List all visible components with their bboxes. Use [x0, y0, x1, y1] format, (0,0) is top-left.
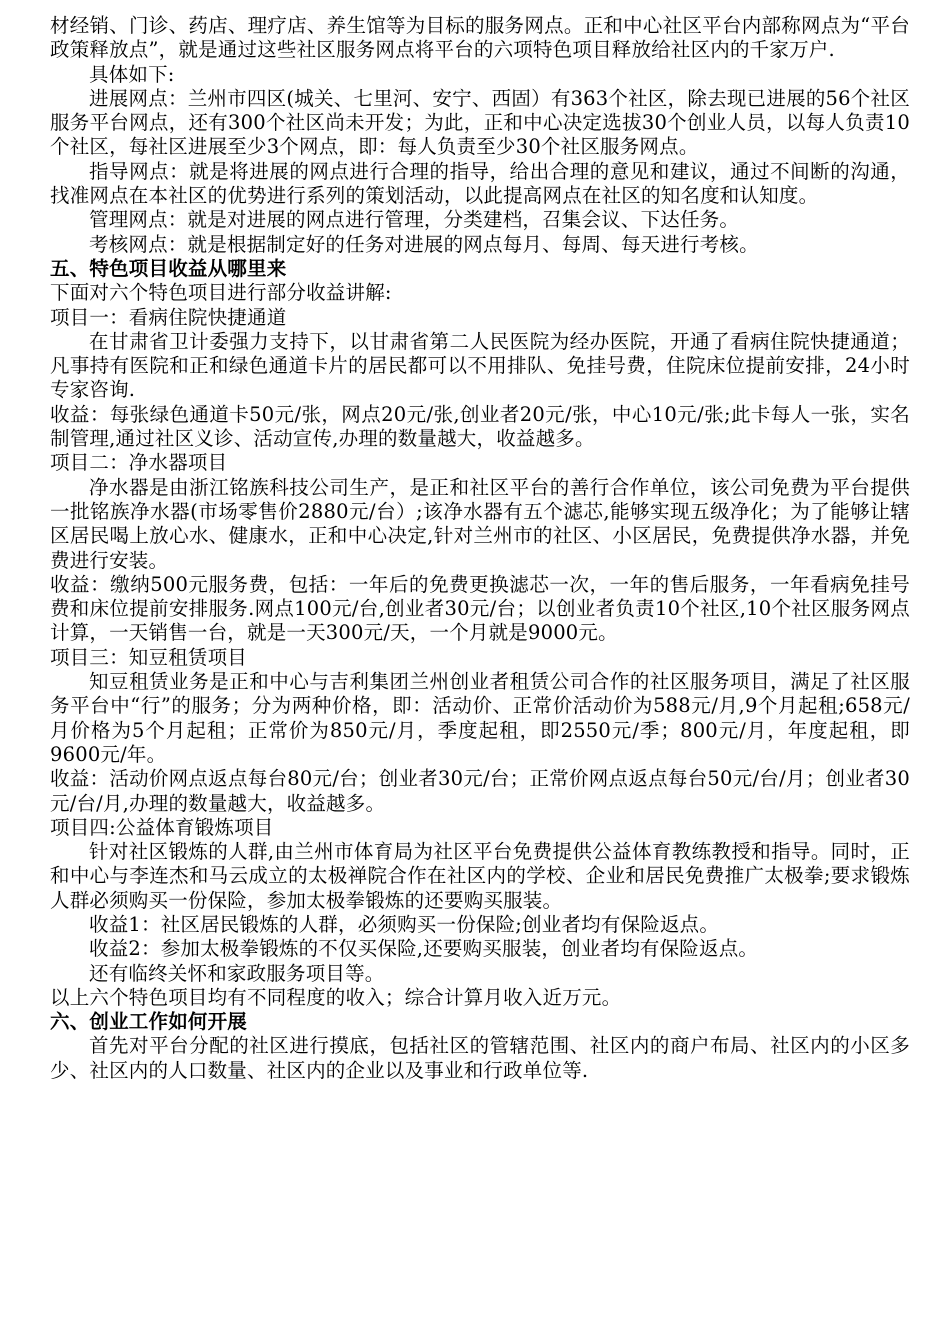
- body-paragraph: 以上六个特色项目均有不同程度的收入；综合计算月收入近万元。: [50, 985, 622, 1009]
- body-paragraph: 指导网点：就是将进展的网点进行合理的指导，给出合理的意见和建议，通过不间断的沟通，找准网点在本社区的优势进行系列的策划活动，以此提高网点在社区的知名度和认知度。: [50, 159, 910, 208]
- body-paragraph: 净水器是由浙江铭族科技公司生产，是正和社区平台的善行合作单位，该公司免费为平台提供一批铭族净水器(市场零售价2880元/台）;该净水器有五个滤芯,能够实现五级净化；为了能够让辖区居民喝上放心水、健康水，正和中心决定,针对兰州市的社区、小区居民，免费提供净水器，并免费进行安装。: [50, 475, 910, 572]
- body-paragraph: 收益：每张绿色通道卡50元/张，网点20元/张,创业者20元/张，中心10元/张;此卡每人一张，实名制管理,通过社区义诊、活动宣传,办理的数量越大，收益越多。: [50, 402, 910, 451]
- body-paragraph: 项目三：知豆租赁项目: [50, 645, 248, 669]
- body-paragraph: 收益：缴纳500元服务费，包括：一年后的免费更换滤芯一次，一年的售后服务，一年看病免挂号费和床位提前安排服务.网点100元/台,创业者30元/台；以创业者负责10个社区,10个社区服务网点计算，一天销售一台，就是一天300元/天，一个月就是9000元。: [50, 572, 910, 645]
- body-paragraph: 收益2：参加太极拳锻炼的不仅买保险,还要购买服装，创业者均有保险返点。: [89, 937, 759, 961]
- body-paragraph: 在甘肃省卫计委强力支持下，以甘肃省第二人民医院为经办医院，开通了看病住院快捷通道；凡事持有医院和正和绿色通道卡片的居民都可以不用排队、免挂号费，住院床位提前安排，24小时专家咨询.: [50, 329, 910, 402]
- body-paragraph: 还有临终关怀和家政服务项目等。: [89, 961, 385, 985]
- section-heading: 六、创业工作如何开展: [50, 1010, 248, 1034]
- body-paragraph: 项目四:公益体育锻炼项目: [50, 815, 274, 839]
- body-paragraph: 进展网点：兰州市四区(城关、七里河、安宁、西固）有363个社区，除去现已进展的56个社区服务平台网点，还有300个社区尚未开发；为此，正和中心决定选拔30个创业人员，以每人负责10个社区，每社区进展至少3个网点，即：每人负责至少30个社区服务网点。: [50, 86, 910, 159]
- body-paragraph: 收益：活动价网点返点每台80元/台；创业者30元/台；正常价网点返点每台50元/台/月；创业者30元/台/月,办理的数量越大，收益越多。: [50, 767, 910, 815]
- body-paragraph: 考核网点：就是根据制定好的任务对进展的网点每月、每周、每天进行考核。: [89, 232, 759, 256]
- body-paragraph: 首先对平台分配的社区进行摸底，包括社区的管辖范围、社区内的商户布局、社区内的小区多少、社区内的人口数量、社区内的企业以及事业和行政单位等.: [50, 1034, 910, 1082]
- body-paragraph: 具体如下:: [89, 62, 175, 86]
- body-paragraph: 项目二：净水器项目: [50, 451, 228, 475]
- body-paragraph: 收益1：社区居民锻炼的人群，必须购买一份保险;创业者均有保险返点。: [89, 912, 720, 936]
- body-paragraph: 针对社区锻炼的人群,由兰州市体育局为社区平台免费提供公益体育教练教授和指导。同时，正和中心与李连杰和马云成立的太极禅院合作在社区内的学校、企业和居民免费推广太极拳;要求锻炼人群必须购买一份保险，参加太极拳锻炼的还要购买服装。: [50, 840, 910, 912]
- body-paragraph: 项目一：看病住院快捷通道: [50, 305, 287, 329]
- body-paragraph: 知豆租赁业务是正和中心与吉利集团兰州创业者租赁公司合作的社区服务项目，满足了社区服务平台中“行”的服务；分为两种价格，即：活动价、正常价活动价为588元/月,9个月起租;658元/月价格为5个月起租；正常价为850元/月，季度起租，即2550元/季；800元/月，年度起租，即9600元/年。: [50, 670, 910, 766]
- body-paragraph: 下面对六个特色项目进行部分收益讲解:: [50, 281, 392, 305]
- body-paragraph: 材经销、门诊、药店、理疗店、养生馆等为目标的服务网点。正和中心社区平台内部称网点为“平台政策释放点”，就是通过这些社区服务网点将平台的六项特色项目释放给社区内的千家万户.: [50, 14, 910, 62]
- section-heading: 五、特色项目收益从哪里来: [50, 256, 287, 280]
- body-paragraph: 管理网点：就是对进展的网点进行管理，分类建档，召集会议、下达任务。: [89, 208, 740, 232]
